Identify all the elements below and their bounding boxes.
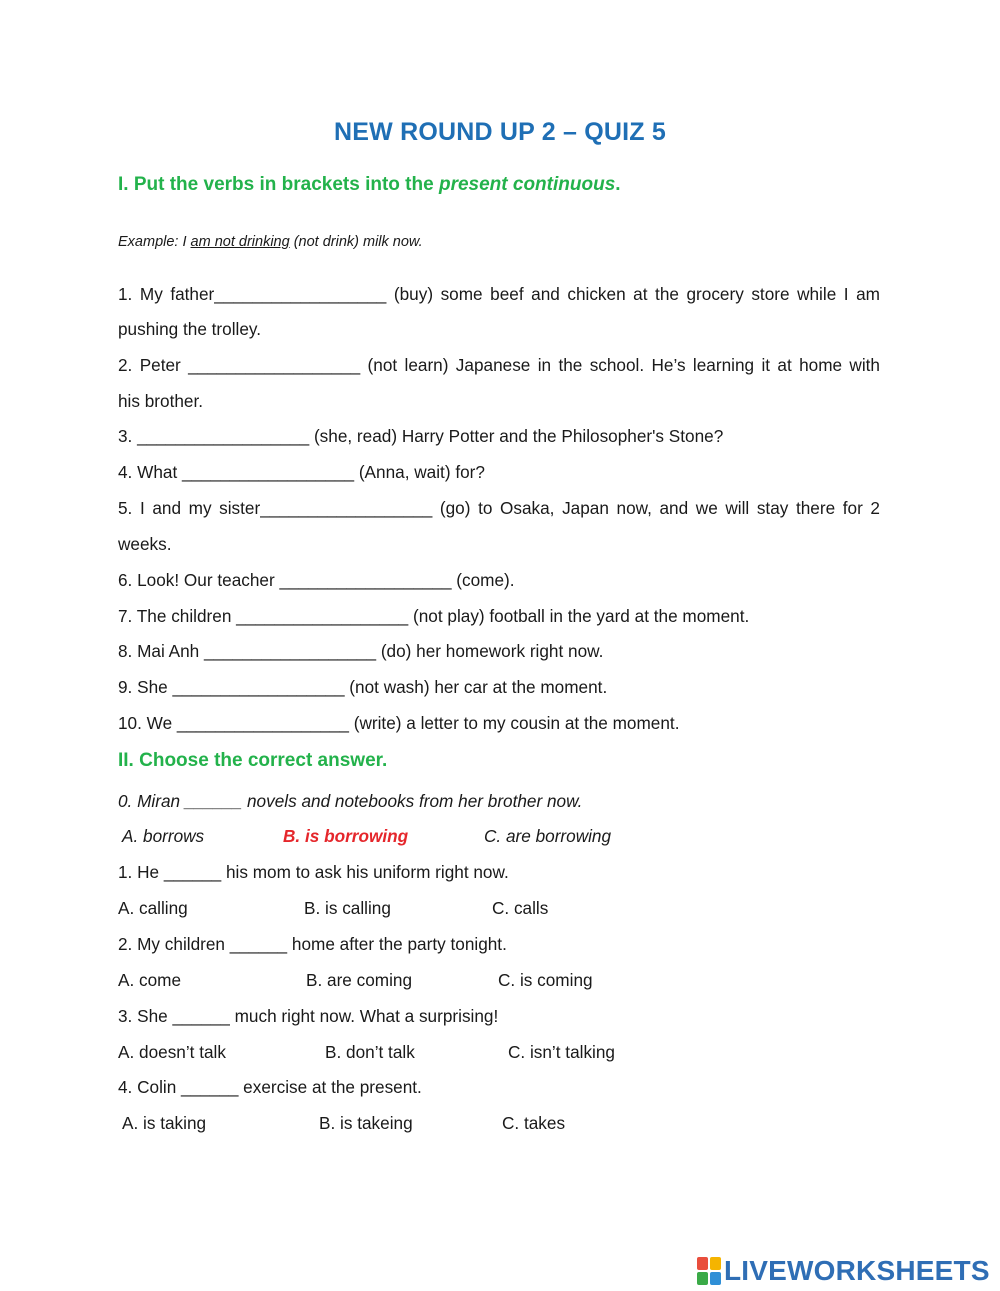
mc-question-0: 0. Miran ______ novels and notebooks from her brother now. [118,791,583,811]
page-title: NEW ROUND UP 2 – QUIZ 5 [334,118,666,146]
section-1-heading-suffix: . [615,174,621,195]
question-1-line-1: 1. My father__________________ (buy) some beef and chicken at the grocery store while I am [118,284,880,304]
question-3: 3. __________________ (she, read) Harry Potter and the Philosopher's Stone? [118,426,724,446]
liveworksheets-logo [697,1255,990,1287]
mc-option-1a: A. calling [118,898,188,918]
mc-option-4b: B. is takeing [319,1113,413,1133]
question-7: 7. The children __________________ (not play) football in the yard at the moment. [118,606,750,626]
question-2-line-2: his brother. [118,391,204,411]
question-1-line-2: pushing the trolley. [118,319,261,339]
example-suffix: (not drink) milk now. [289,234,423,250]
section-1-heading [118,174,621,196]
question-6: 6. Look! Our teacher __________________ (come). [118,570,515,590]
mc-option-2a: A. come [118,970,182,990]
section-2-heading: II. Choose the correct answer. [118,750,388,771]
mc-option-4c: C. takes [502,1113,566,1133]
logo-square-2 [710,1257,721,1270]
question-5-line-2: weeks. [118,534,172,554]
mc-option-4a: A. is taking [122,1113,207,1133]
example-line [118,232,880,252]
mc-option-3b: B. don’t talk [325,1042,415,1062]
example-answer: am not drinking [190,234,290,250]
logo-square-4 [710,1272,721,1285]
logo-text: LIVEWORKSHEETS [724,1255,990,1286]
section-1-heading-prefix: I. Put the verbs in brackets into the [118,174,439,195]
mc-question-3: 3. She ______ much right now. What a surprising! [118,1006,499,1026]
section-1-heading-italic: present continuous [438,174,616,195]
mc-option-0c: C. are borrowing [484,826,612,846]
mc-option-3a: A. doesn’t talk [118,1042,226,1062]
question-8: 8. Mai Anh __________________ (do) her homework right now. [118,641,604,661]
logo-square-1 [697,1257,708,1270]
mc-option-1c: C. calls [492,898,549,918]
mc-question-4: 4. Colin ______ exercise at the present. [118,1077,422,1097]
logo-mark-icon [697,1257,721,1285]
mc-option-0b: B. is borrowing [283,826,409,846]
mc-question-1: 1. He ______ his mom to ask his uniform right now. [118,862,509,882]
mc-option-1b: B. is calling [304,898,391,918]
mc-option-0a: A. borrows [122,826,205,846]
question-2-line-1: 2. Peter __________________ (not learn) Japanese in the school. He’s learning it at home with [118,355,880,375]
question-10: 10. We __________________ (write) a letter to my cousin at the moment. [118,713,680,733]
question-9: 9. She __________________ (not wash) her car at the moment. [118,677,608,697]
logo-square-3 [697,1272,708,1285]
mc-option-2b: B. are coming [306,970,413,990]
mc-option-3c: C. isn’t talking [508,1042,615,1062]
question-5-line-1: 5. I and my sister__________________ (go) to Osaka, Japan now, and we will stay there for 2 [118,498,880,518]
question-4: 4. What __________________ (Anna, wait) for? [118,462,485,482]
mc-option-2c: C. is coming [498,970,593,990]
example-prefix: Example: I [118,234,191,250]
mc-question-2: 2. My children ______ home after the party tonight. [118,934,507,954]
